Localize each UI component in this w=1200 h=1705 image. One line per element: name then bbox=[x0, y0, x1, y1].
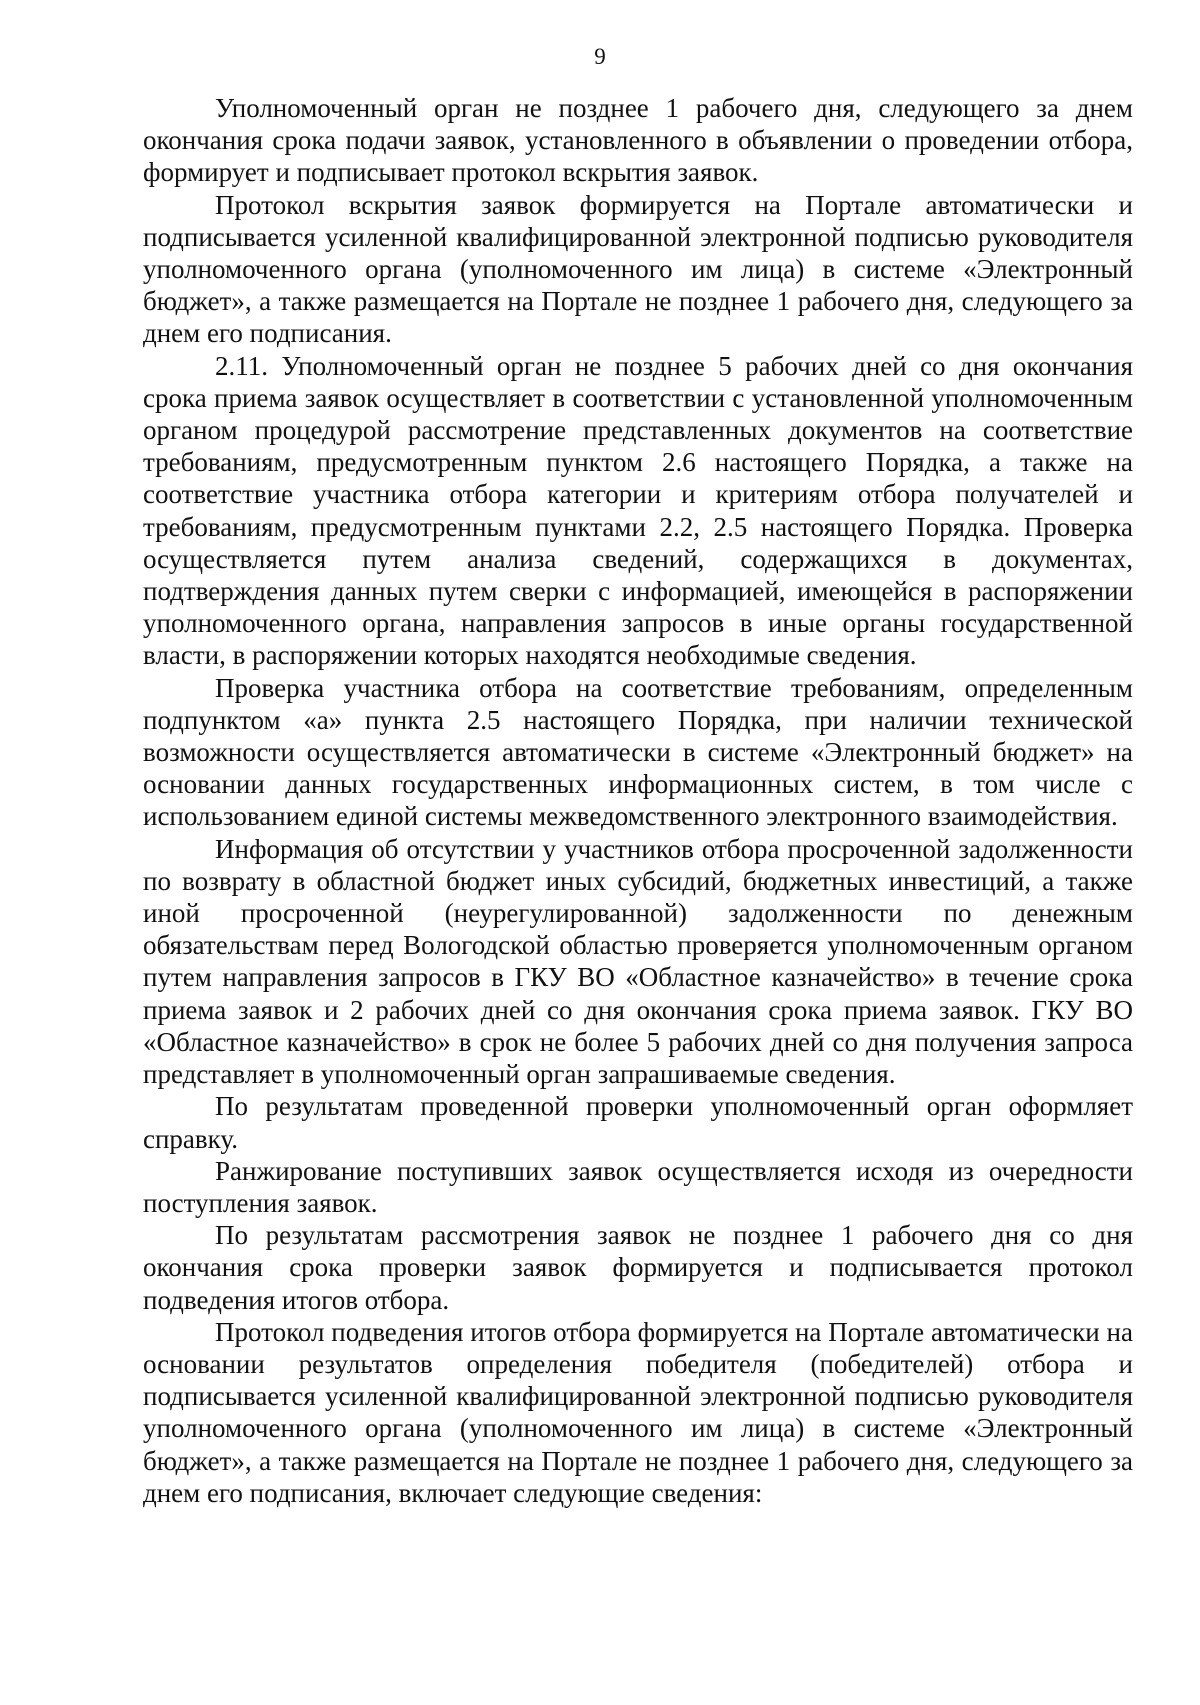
paragraph: Протокол вскрытия заявок формируется на Портале автоматически и подписывается усиленной квалифицированной электронной подписью руководителя уполномоченного органа (уполномоченного им лица) в системе «Электронный бюджет», а также размещается на Портале не позднее 1 рабочего дня, следующего за днем его подписания. bbox=[143, 189, 1133, 349]
paragraph: Ранжирование поступивших заявок осуществляется исходя из очередности поступления заявок. bbox=[143, 1155, 1133, 1218]
document-body bbox=[143, 92, 1133, 1509]
paragraph: Протокол подведения итогов отбора формируется на Портале автоматически на основании результатов определения победителя (победителей) отбора и подписывается усиленной квалифицированной электронной подписью руководителя уполномоченного органа (уполномоченного им лица) в системе «Электронный бюджет», а также размещается на Портале не позднее 1 рабочего дня, следующего за днем его подписания, включает следующие сведения: bbox=[143, 1316, 1133, 1508]
paragraph: Информация об отсутствии у участников отбора просроченной задолженности по возврату в областной бюджет иных субсидий, бюджетных инвестиций, а также иной просроченной (неурегулированной) задолженности по денежным обязательствам перед Вологодской областью проверяется уполномоченным органом путем направления запросов в ГКУ ВО «Областное казначейство» в течение срока приема заявок и 2 рабочих дней со дня окончания срока приема заявок. ГКУ ВО «Областное казначейство» в срок не более 5 рабочих дней со дня получения запроса представляет в уполномоченный орган запрашиваемые сведения. bbox=[143, 833, 1133, 1090]
paragraph: По результатам проведенной проверки уполномоченный орган оформляет справку. bbox=[143, 1091, 1133, 1154]
paragraph: Уполномоченный орган не позднее 1 рабочего дня, следующего за днем окончания срока подачи заявок, установленного в объявлении о проведении отбора, формирует и подписывает протокол вскрытия заявок. bbox=[143, 93, 1133, 188]
page-number: 9 bbox=[594, 44, 606, 69]
paragraph: 2.11. Уполномоченный орган не позднее 5 рабочих дней со дня окончания срока приема заявок осуществляет в соответствии с установленной уполномоченным органом процедурой рассмотрение представленных документов на соответствие требованиям, предусмотренным пунктом 2.6 настоящего Порядка, а также на соответствие участника отбора категории и критериям отбора получателей и требованиям, предусмотренным пунктами 2.2, 2.5 настоящего Порядка. Проверка осуществляется путем анализа сведений, содержащихся в документах, подтверждения данных путем сверки с информацией, имеющейся в распоряжении уполномоченного органа, направления запросов в иные органы государственной власти, в распоряжении которых находятся необходимые сведения. bbox=[143, 350, 1133, 671]
paragraph: Проверка участника отбора на соответствие требованиям, определенным подпунктом «а» пункта 2.5 настоящего Порядка, при наличии технической возможности осуществляется автоматически в системе «Электронный бюджет» на основании данных государственных информационных систем, в том числе с использованием единой системы межведомственного электронного взаимодействия. bbox=[143, 672, 1133, 832]
paragraph: По результатам рассмотрения заявок не позднее 1 рабочего дня со дня окончания срока проверки заявок формируется и подписывается протокол подведения итогов отбора. bbox=[143, 1220, 1133, 1315]
